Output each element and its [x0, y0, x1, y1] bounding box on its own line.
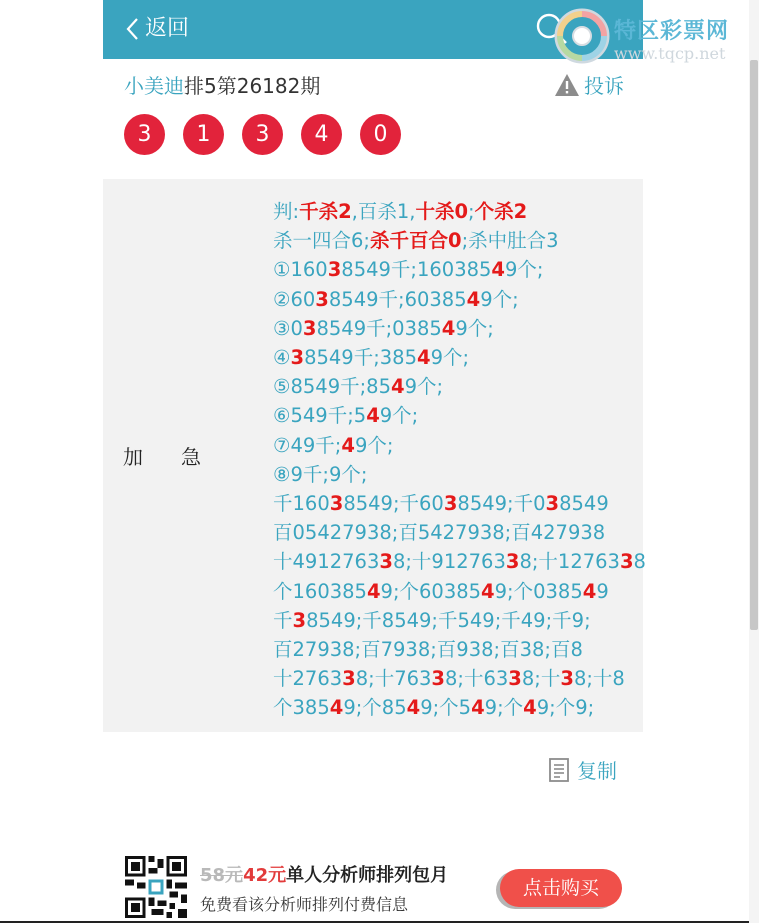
- line-text: 9;个5: [420, 696, 472, 720]
- line-text: 8;十8: [573, 667, 625, 691]
- prediction-line: [273, 401, 633, 430]
- line-text: ;: [468, 200, 475, 223]
- line-text: 9个;: [379, 404, 419, 428]
- highlight-text: 3: [302, 316, 317, 340]
- document-copy-icon: [547, 757, 573, 783]
- line-text: 十2763: [273, 667, 343, 691]
- highlight-text: 4: [366, 404, 380, 428]
- line-text: ,百杀1,: [351, 200, 416, 223]
- prediction-line: [273, 431, 633, 460]
- warning-icon: [554, 73, 580, 97]
- qr-code-icon: [125, 856, 187, 918]
- highlight-text: 4: [406, 696, 421, 720]
- line-text: ③0: [273, 316, 303, 340]
- highlight-text: 4: [481, 579, 495, 603]
- line-text: 十4912763: [273, 550, 380, 574]
- line-text: 8;十: [521, 667, 561, 691]
- line-text: 千: [273, 608, 293, 632]
- highlight-text: 4: [366, 579, 381, 603]
- prediction-line: [273, 285, 633, 314]
- highlight-text: 4: [441, 316, 456, 340]
- line-text: 8: [633, 550, 646, 574]
- number-ball: 0: [360, 114, 401, 155]
- number-ball: 1: [183, 114, 224, 155]
- line-text: 8549千;0385: [316, 316, 442, 340]
- post-title-row: [124, 70, 624, 100]
- scrollbar-thumb[interactable]: [750, 60, 758, 630]
- prediction-line: [273, 577, 633, 606]
- brand-url: www.tqcp.net: [614, 44, 726, 63]
- line-text: ②60: [273, 287, 316, 311]
- prediction-line: [273, 197, 633, 226]
- promo-title-text: 单人分析师排列包月: [286, 865, 449, 886]
- prediction-line: [273, 343, 633, 372]
- prediction-line: [273, 518, 633, 547]
- highlight-text: 4: [471, 696, 485, 720]
- highlight-text: 4: [491, 258, 505, 282]
- line-text: 8549千;385: [304, 346, 417, 370]
- back-button[interactable]: [125, 14, 189, 44]
- top-navigation-bar: [103, 0, 643, 59]
- urgent-label: 加急: [123, 445, 239, 469]
- search-icon[interactable]: [535, 12, 569, 46]
- complain-button[interactable]: [554, 70, 624, 99]
- prediction-line: [273, 255, 633, 284]
- line-text: 9;个60385: [380, 579, 482, 603]
- line-text: 8;十912763: [392, 550, 506, 574]
- scrollbar[interactable]: [749, 0, 759, 923]
- line-text: 9个;: [505, 258, 544, 282]
- prediction-line: [273, 606, 633, 635]
- prediction-line: [273, 226, 633, 255]
- brand-name: 特区彩票网: [614, 19, 730, 44]
- prediction-line: [273, 372, 633, 401]
- lottery-numbers: [124, 114, 401, 155]
- line-text: ;杀中肚合3: [461, 229, 559, 253]
- line-text: 杀一四合6;: [273, 229, 370, 253]
- prediction-line: [273, 635, 633, 664]
- highlight-text: 3: [329, 492, 344, 516]
- line-text: 9个;: [430, 346, 470, 370]
- line-text: ⑦49千;: [273, 433, 342, 457]
- line-text: ①160: [273, 258, 328, 282]
- highlight-text: 3: [508, 667, 522, 691]
- line-text: 判:: [273, 200, 300, 223]
- highlight-text: 3: [315, 287, 329, 311]
- line-text: 9;个85: [343, 696, 407, 720]
- highlight-text: 3: [431, 667, 445, 691]
- line-text: ⑥549千;5: [273, 404, 367, 428]
- line-text: 8549千;60385: [328, 287, 467, 311]
- line-text: 8;十12763: [519, 550, 620, 574]
- new-price: 42元: [243, 865, 287, 886]
- highlight-text: 3: [290, 346, 305, 370]
- line-text: 8;十63: [445, 667, 509, 691]
- highlight-text: 4: [466, 287, 481, 311]
- highlight-text: 杀千百合0: [369, 229, 462, 253]
- line-text: 百05427938;百5427938;百427938: [273, 521, 606, 545]
- highlight-text: 3: [545, 492, 560, 516]
- line-text: 9个;: [404, 375, 444, 399]
- prediction-text: [273, 197, 646, 723]
- line-text: ⑤8549千;85: [273, 375, 391, 399]
- chevron-left-icon: [125, 17, 139, 41]
- line-text: 千160: [273, 492, 330, 516]
- highlight-text: 3: [292, 608, 307, 632]
- prediction-line: [273, 664, 633, 693]
- promo-subtitle: 免费看该分析师排列付费信息: [200, 895, 409, 914]
- prediction-line: [273, 547, 646, 576]
- highlight-text: 4: [416, 346, 431, 370]
- line-text: 8549;千60: [343, 492, 444, 516]
- old-price: 58元: [200, 865, 244, 886]
- number-ball: 4: [301, 114, 342, 155]
- highlight-text: 千杀2: [299, 200, 352, 223]
- line-text: 8549: [559, 492, 609, 516]
- highlight-text: 3: [379, 550, 393, 574]
- copy-label: 复制: [577, 759, 617, 783]
- buy-button[interactable]: 点击购买: [500, 869, 622, 907]
- prediction-panel: [103, 179, 646, 732]
- line-text: 8549;千8549;千549;千49;千9;: [306, 608, 591, 632]
- line-text: 个385: [273, 696, 330, 720]
- line-text: 9;个: [484, 696, 524, 720]
- line-text: 8549;千0: [457, 492, 546, 516]
- highlight-text: 4: [329, 696, 344, 720]
- highlight-text: 3: [443, 492, 458, 516]
- highlight-text: 个杀2: [474, 200, 528, 223]
- line-text: 9: [596, 579, 609, 603]
- line-text: 个160385: [273, 579, 367, 603]
- line-text: 9个;: [354, 433, 394, 457]
- number-ball: 3: [242, 114, 283, 155]
- prediction-line: [273, 489, 633, 518]
- highlight-text: 3: [560, 667, 574, 691]
- line-text: ④: [273, 346, 291, 370]
- complain-label: 投诉: [584, 74, 624, 98]
- line-text: 百27938;百7938;百938;百38;百8: [273, 638, 583, 662]
- line-text: 9个;: [480, 287, 519, 311]
- number-ball: 3: [124, 114, 165, 155]
- highlight-text: 3: [619, 550, 634, 574]
- issue-title: 排5第26182期: [184, 74, 321, 98]
- highlight-text: 3: [505, 550, 520, 574]
- prediction-line: [273, 460, 633, 489]
- highlight-text: 4: [582, 579, 597, 603]
- copy-button[interactable]: [547, 755, 617, 784]
- highlight-text: 4: [391, 375, 405, 399]
- line-text: 9;个0385: [494, 579, 583, 603]
- highlight-text: 十杀0: [415, 200, 469, 223]
- highlight-text: 3: [342, 667, 356, 691]
- line-text: ⑧9千;9个;: [273, 462, 368, 486]
- line-text: 9;个9;: [536, 696, 595, 720]
- author-link[interactable]: 小美迪: [124, 74, 184, 98]
- line-text: 8;十763: [355, 667, 432, 691]
- prediction-line: [273, 693, 633, 722]
- back-label: 返回: [145, 16, 190, 41]
- promo-title: [200, 861, 448, 887]
- prediction-line: [273, 314, 633, 343]
- highlight-text: 4: [341, 433, 355, 457]
- line-text: 8549千;160385: [341, 258, 492, 282]
- highlight-text: 4: [523, 696, 537, 720]
- highlight-text: 3: [327, 258, 342, 282]
- line-text: 9个;: [455, 316, 494, 340]
